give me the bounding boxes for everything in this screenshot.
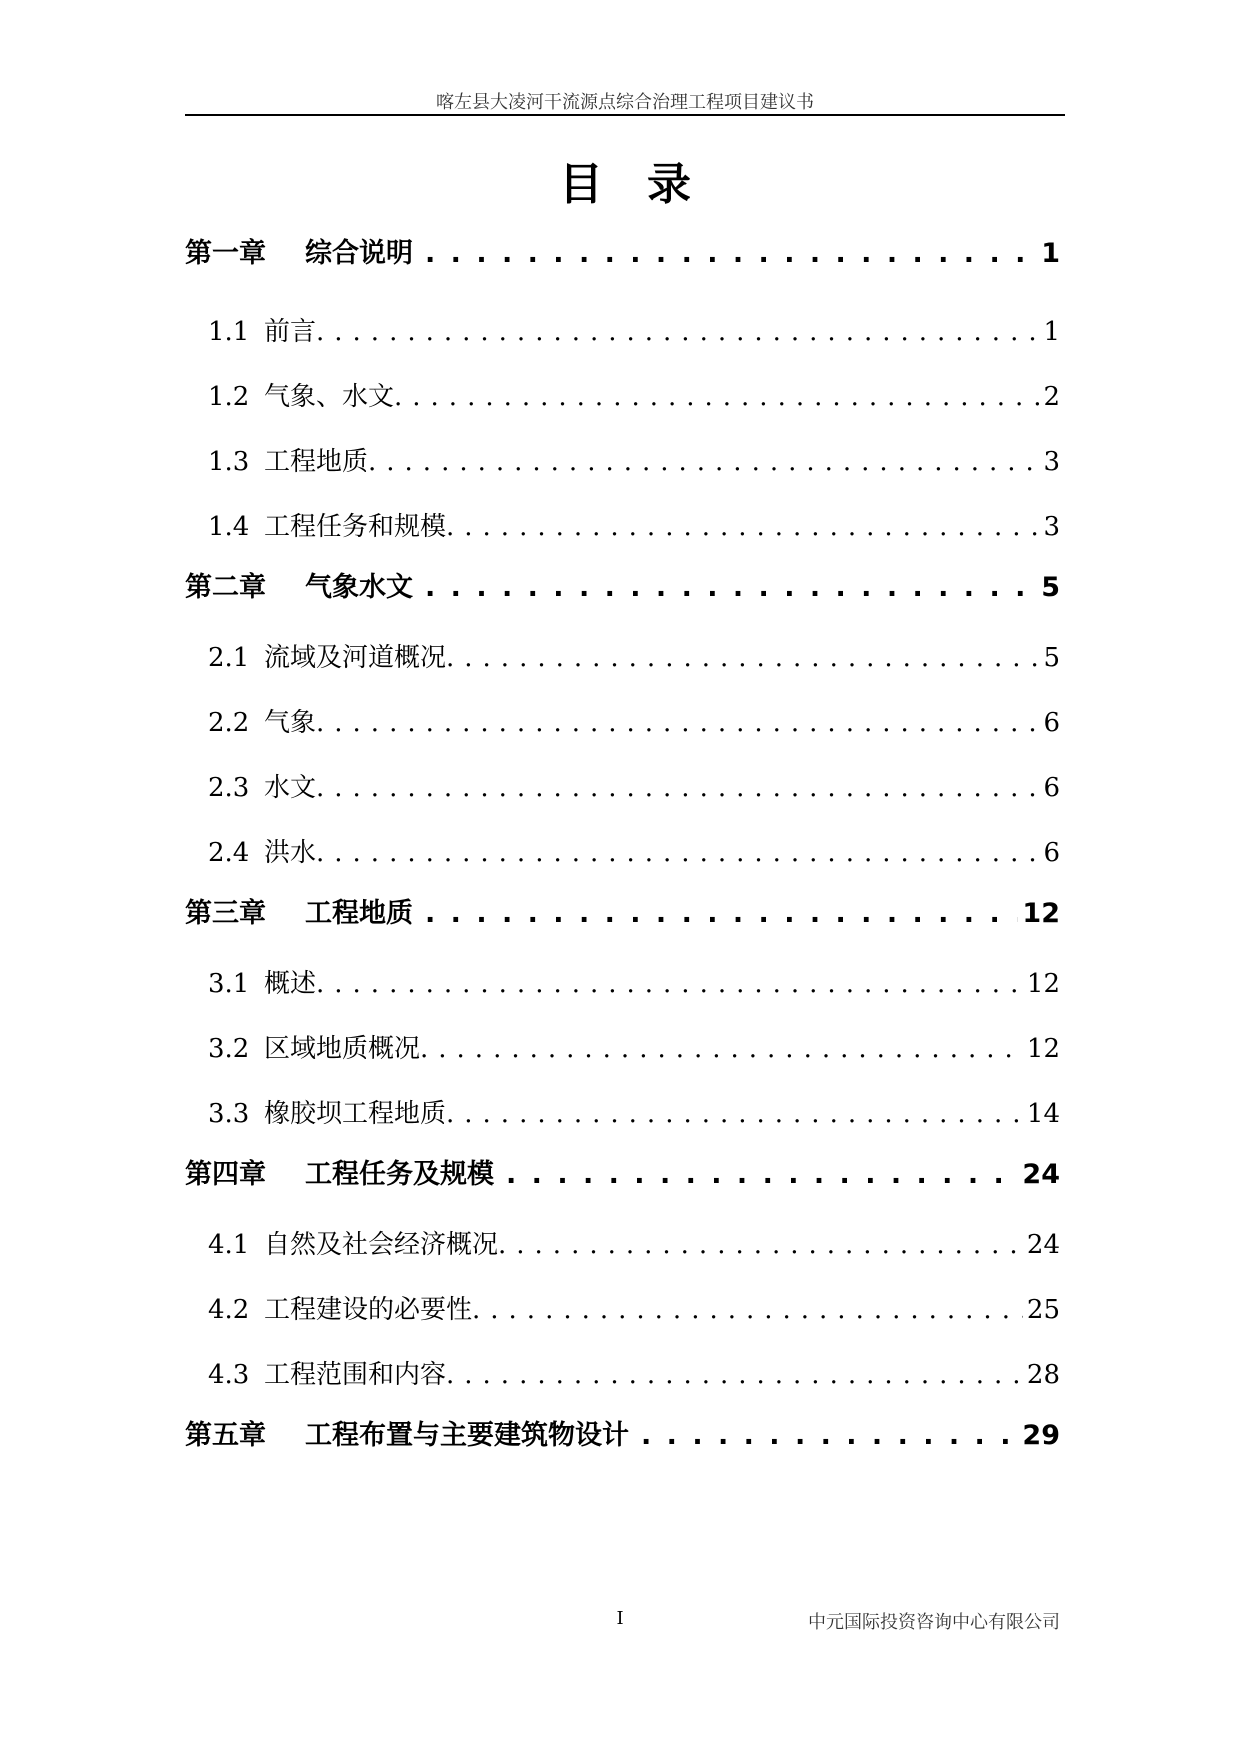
toc-entry-number: 2.4 [208, 838, 250, 868]
toc-dot-leader [425, 238, 1037, 270]
toc-dot-leader [316, 707, 1039, 739]
toc-chapter-entry[interactable] [185, 1412, 1060, 1478]
toc-entry-page: 5 [1043, 643, 1060, 673]
toc-entry-page: 24 [1022, 1159, 1060, 1190]
toc-entry-page: 29 [1022, 1420, 1060, 1451]
toc-dot-leader [506, 1159, 1018, 1191]
toc-entry-number: 4.3 [208, 1360, 250, 1390]
toc-chapter-entry[interactable] [185, 564, 1060, 630]
toc-dot-leader [316, 968, 1023, 1000]
toc-entry-label: 区域地质概况 [264, 1034, 421, 1064]
toc-dot-leader [368, 446, 1039, 478]
toc-section-entry[interactable] [185, 1347, 1060, 1412]
toc-entry-page: 12 [1026, 969, 1060, 999]
toc-entry-number: 2.3 [208, 773, 250, 803]
toc-section-entry[interactable] [185, 499, 1060, 564]
table-of-contents [185, 238, 1060, 1478]
toc-dot-leader [498, 1229, 1023, 1261]
toc-entry-page: 25 [1026, 1295, 1060, 1325]
toc-entry-page: 3 [1043, 512, 1060, 542]
toc-dot-leader [425, 572, 1037, 604]
toc-title: 目录 [559, 159, 735, 210]
toc-entry-page: 1 [1041, 238, 1060, 269]
toc-entry-page: 1 [1043, 317, 1060, 347]
toc-dot-leader [446, 1359, 1023, 1391]
toc-entry-label: 工程布置与主要建筑物设计 [305, 1420, 629, 1451]
toc-entry-label: 流域及河道概况 [264, 643, 447, 673]
toc-entry-number: 第一章 [185, 238, 266, 269]
toc-entry-page: 2 [1043, 382, 1060, 412]
toc-dot-leader [641, 1420, 1018, 1452]
toc-entry-label: 自然及社会经济概况 [264, 1230, 499, 1260]
toc-entry-number: 第五章 [185, 1420, 266, 1451]
footer-company: 中元国际投资咨询中心有限公司 [808, 1612, 1060, 1633]
toc-entry-page: 14 [1026, 1099, 1060, 1129]
toc-entry-page: 6 [1043, 708, 1060, 738]
toc-dot-leader [472, 1294, 1023, 1326]
toc-chapter-entry[interactable] [185, 1151, 1060, 1217]
toc-entry-label: 气象水文 [305, 572, 413, 603]
toc-entry-number: 2.2 [208, 708, 250, 738]
toc-entry-label: 气象 [264, 708, 317, 738]
toc-entry-label: 工程范围和内容 [264, 1360, 447, 1390]
toc-section-entry[interactable] [185, 956, 1060, 1021]
toc-section-entry[interactable] [185, 1086, 1060, 1151]
toc-entry-number: 4.2 [208, 1295, 250, 1325]
toc-entry-number: 4.1 [208, 1230, 250, 1260]
toc-section-entry[interactable] [185, 760, 1060, 825]
toc-dot-leader [446, 511, 1039, 543]
toc-entry-label: 气象、水文 [264, 382, 395, 412]
toc-entry-label: 工程任务及规模 [305, 1159, 494, 1190]
toc-section-entry[interactable] [185, 695, 1060, 760]
toc-entry-label: 洪水 [264, 838, 317, 868]
toc-entry-number: 第三章 [185, 898, 266, 929]
toc-section-entry[interactable] [185, 825, 1060, 890]
toc-entry-label: 工程地质 [264, 447, 369, 477]
toc-entry-page: 3 [1043, 447, 1060, 477]
toc-dot-leader [316, 316, 1039, 348]
toc-entry-label: 工程任务和规模 [264, 512, 447, 542]
toc-entry-label: 概述 [264, 969, 317, 999]
toc-entry-number: 第四章 [185, 1159, 266, 1190]
toc-chapter-entry[interactable] [185, 238, 1060, 304]
toc-dot-leader [316, 772, 1039, 804]
toc-entry-number: 3.3 [208, 1099, 250, 1129]
toc-entry-number: 1.3 [208, 447, 250, 477]
running-header: 喀左县大凌河干流源点综合治理工程项目建议书 [436, 92, 814, 113]
toc-entry-page: 12 [1026, 1034, 1060, 1064]
toc-dot-leader [316, 837, 1039, 869]
footer-page-number: I [616, 1608, 624, 1629]
toc-entry-label: 综合说明 [305, 238, 413, 269]
toc-entry-page: 5 [1041, 572, 1060, 603]
toc-chapter-entry[interactable] [185, 890, 1060, 956]
toc-section-entry[interactable] [185, 369, 1060, 434]
header-rule [185, 114, 1065, 116]
toc-entry-number: 1.1 [208, 317, 250, 347]
toc-entry-page: 6 [1043, 838, 1060, 868]
toc-section-entry[interactable] [185, 434, 1060, 499]
toc-dot-leader [394, 381, 1039, 413]
toc-entry-label: 水文 [264, 773, 317, 803]
toc-section-entry[interactable] [185, 1021, 1060, 1086]
toc-entry-label: 橡胶坝工程地质 [264, 1099, 447, 1129]
toc-dot-leader [425, 898, 1018, 930]
toc-entry-number: 2.1 [208, 643, 250, 673]
toc-dot-leader [420, 1033, 1023, 1065]
toc-dot-leader [446, 642, 1039, 674]
toc-section-entry[interactable] [185, 630, 1060, 695]
toc-section-entry[interactable] [185, 304, 1060, 369]
toc-entry-label: 工程建设的必要性 [264, 1295, 473, 1325]
toc-entry-page: 24 [1026, 1230, 1060, 1260]
toc-section-entry[interactable] [185, 1282, 1060, 1347]
toc-section-entry[interactable] [185, 1217, 1060, 1282]
toc-entry-number: 3.1 [208, 969, 250, 999]
toc-entry-number: 1.2 [208, 382, 250, 412]
toc-entry-number: 第二章 [185, 572, 266, 603]
toc-entry-page: 12 [1022, 898, 1060, 929]
toc-entry-number: 1.4 [208, 512, 250, 542]
toc-entry-page: 28 [1026, 1360, 1060, 1390]
toc-entry-label: 工程地质 [305, 898, 413, 929]
toc-entry-page: 6 [1043, 773, 1060, 803]
toc-dot-leader [446, 1098, 1023, 1130]
toc-entry-number: 3.2 [208, 1034, 250, 1064]
toc-entry-label: 前言 [264, 317, 317, 347]
